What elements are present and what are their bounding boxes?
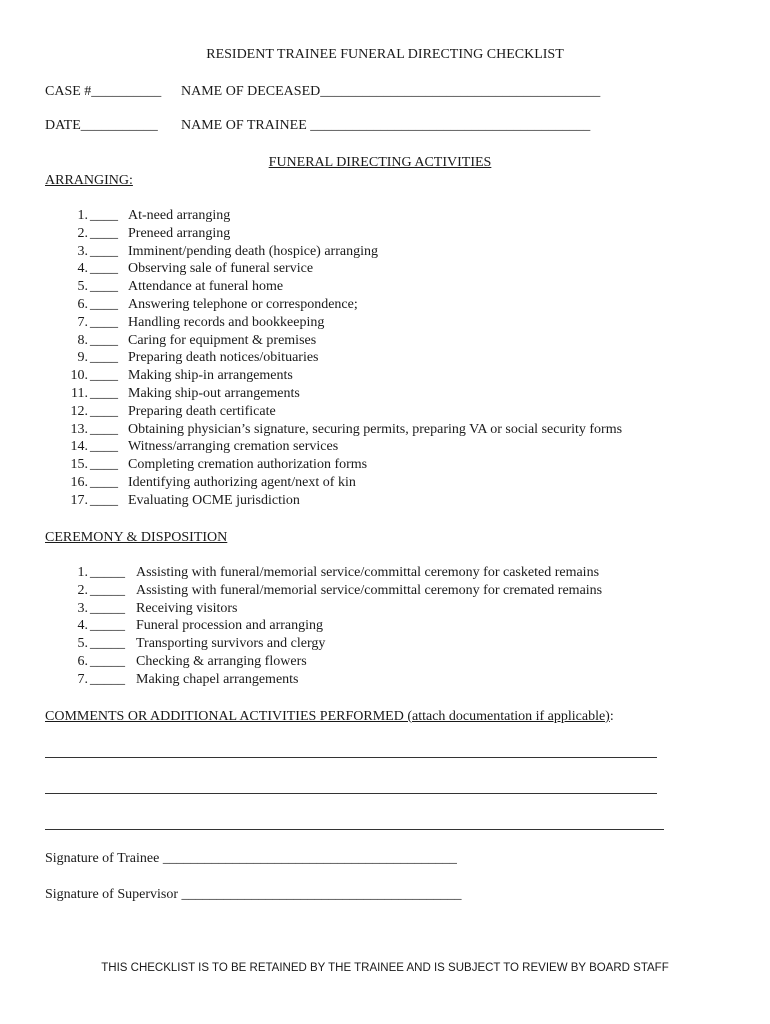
trainee-signature-field[interactable]: Signature of Trainee __________________________________________ [45,851,457,866]
list-item [0,244,770,262]
arranging-item-number: 1. [77,208,88,223]
arranging-heading: ARRANGING: [45,173,133,188]
arranging-checkbox-blank[interactable]: ____ [90,457,118,473]
arranging-checkbox-blank[interactable]: ____ [90,421,118,437]
list-item [0,565,770,583]
list-item [0,315,770,333]
list-item [0,601,770,619]
arranging-checkbox-blank[interactable]: ____ [90,279,118,295]
arranging-item-number: 16. [70,474,88,490]
arranging-item-label: At-need arranging [128,208,231,223]
ceremony-item-label: Checking & arranging flowers [136,653,307,669]
trainee-name-field[interactable]: NAME OF TRAINEE ________________________________________ [181,118,591,133]
list-item [0,404,770,422]
arranging-item-number: 8. [77,332,88,348]
list-item [0,350,770,368]
arranging-checkbox-blank[interactable]: ____ [90,225,118,241]
ceremony-item-label: Transporting survivors and clergy [136,636,326,652]
list-item [0,386,770,404]
arranging-item-label: Imminent/pending death (hospice) arranging [128,243,378,259]
arranging-item-number: 11. [71,385,88,401]
ceremony-item-number: 4. [77,618,88,634]
ceremony-checkbox-blank[interactable]: _____ [90,671,125,687]
list-item [0,226,770,244]
list-item [0,457,770,475]
arranging-item-label: Obtaining physician’s signature, securing permits, preparing VA or social security forms [128,421,623,437]
list-item [0,208,770,226]
comments-heading [45,709,614,725]
arranging-checkbox-blank[interactable]: ____ [90,368,118,384]
arranging-item-number: 2. [77,225,88,241]
list-item [0,368,770,386]
comment-line-3[interactable] [45,829,664,830]
arranging-checkbox-blank[interactable]: ____ [90,474,118,490]
ceremony-heading: CEREMONY & DISPOSITION [45,530,228,545]
ceremony-item-label: Assisting with funeral/memorial service/committal ceremony for cremated remains [136,582,603,598]
arranging-item-number: 12. [70,403,88,419]
list-item [0,618,770,636]
arranging-checkbox-blank[interactable]: ____ [90,208,118,223]
arranging-checkbox-blank[interactable]: ____ [90,492,118,508]
date-field[interactable]: DATE___________ [45,118,158,133]
arranging-item-number: 17. [70,492,88,508]
ceremony-checkbox-blank[interactable]: _____ [90,582,125,598]
ceremony-list [0,565,770,690]
arranging-checkbox-blank[interactable]: ____ [90,439,118,455]
ceremony-item-label: Receiving visitors [136,600,238,616]
ceremony-checkbox-blank[interactable]: _____ [90,653,125,669]
ceremony-item-label: Assisting with funeral/memorial service/committal ceremony for casketed remains [136,565,600,580]
arranging-item-label: Evaluating OCME jurisdiction [128,492,300,508]
ceremony-item-label: Funeral procession and arranging [136,618,323,634]
list-item [0,636,770,654]
arranging-item-number: 7. [77,314,88,330]
comments-heading-text: COMMENTS OR ADDITIONAL ACTIVITIES PERFORMED (attach documentation if applicable) [45,709,610,724]
arranging-checkbox-blank[interactable]: ____ [90,385,118,401]
ceremony-item-label: Making chapel arrangements [136,671,299,687]
arranging-item-label: Attendance at funeral home [128,279,284,295]
page-title: RESIDENT TRAINEE FUNERAL DIRECTING CHECKLIST [206,47,564,62]
arranging-item-number: 14. [70,439,88,455]
comment-line-2[interactable] [45,793,657,794]
arranging-checkbox-blank[interactable]: ____ [90,332,118,348]
arranging-checkbox-blank[interactable]: ____ [90,350,118,366]
arranging-checkbox-blank[interactable]: ____ [90,314,118,330]
arranging-item-number: 5. [77,279,88,295]
deceased-name-field[interactable]: NAME OF DECEASED________________________________________ [181,84,601,99]
arranging-checkbox-blank[interactable]: ____ [90,403,118,419]
arranging-item-label: Identifying authorizing agent/next of kin [128,474,356,490]
ceremony-item-number: 5. [77,636,88,652]
arranging-item-label: Witness/arranging cremation services [128,439,339,455]
arranging-item-label: Making ship-in arrangements [128,368,293,384]
list-item [0,475,770,493]
arranging-item-number: 6. [77,296,88,312]
list-item [0,279,770,297]
ceremony-item-number: 1. [77,565,88,580]
list-item [0,654,770,672]
ceremony-item-number: 7. [77,671,88,687]
arranging-item-label: Answering telephone or correspondence; [128,296,358,312]
arranging-item-label: Completing cremation authorization forms [128,457,368,473]
arranging-checkbox-blank[interactable]: ____ [90,243,118,259]
ceremony-checkbox-blank[interactable]: _____ [90,565,125,580]
ceremony-item-number: 2. [77,582,88,598]
arranging-item-number: 3. [77,243,88,259]
comment-line-1[interactable] [45,757,657,758]
list-item [0,297,770,315]
list-item [0,439,770,457]
arranging-item-label: Preneed arranging [128,225,231,241]
arranging-item-number: 15. [70,457,88,473]
arranging-item-label: Handling records and bookkeeping [128,314,325,330]
ceremony-checkbox-blank[interactable]: _____ [90,636,125,652]
comments-heading-colon: : [609,709,614,724]
activities-heading: FUNERAL DIRECTING ACTIVITIES [268,155,492,170]
ceremony-item-number: 6. [77,653,88,669]
list-item [0,583,770,601]
arranging-item-label: Observing sale of funeral service [128,261,314,277]
list-item [0,261,770,279]
list-item [0,333,770,351]
ceremony-item-number: 3. [77,600,88,616]
arranging-item-number: 9. [77,350,88,366]
arranging-checkbox-blank[interactable]: ____ [90,296,118,312]
arranging-item-number: 4. [77,261,88,277]
arranging-item-label: Preparing death certificate [128,403,276,419]
ceremony-checkbox-blank[interactable]: _____ [90,618,125,634]
arranging-checkbox-blank[interactable]: ____ [90,261,118,277]
arranging-item-label: Caring for equipment & premises [128,332,317,348]
case-number-field[interactable]: CASE #__________ [45,84,162,99]
arranging-item-number: 13. [70,421,88,437]
list-item [0,422,770,440]
footer-notice: THIS CHECKLIST IS TO BE RETAINED BY THE TRAINEE AND IS SUBJECT TO REVIEW BY BOARD STAFF [101,962,669,974]
arranging-item-number: 10. [70,368,88,384]
arranging-item-label: Preparing death notices/obituaries [128,350,319,366]
ceremony-checkbox-blank[interactable]: _____ [90,600,125,616]
list-item [0,672,770,690]
supervisor-signature-field[interactable]: Signature of Supervisor ________________________________________ [45,887,462,902]
arranging-list [0,208,770,511]
list-item [0,493,770,511]
arranging-item-label: Making ship-out arrangements [128,385,300,401]
